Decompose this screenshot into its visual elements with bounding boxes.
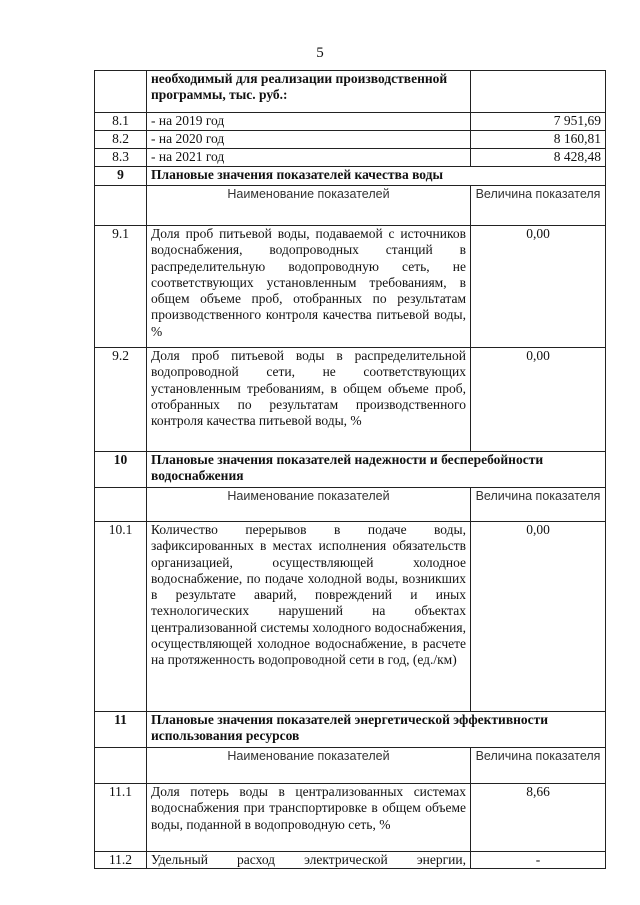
row-number-cell: 9.2 (95, 348, 147, 452)
indicator-cell: Доля потерь воды в централизованных системах водоснабжения при транспортировке в общем объеме воды, поданной в водопроводную сеть, % (147, 784, 471, 852)
section-number-cell: 10 (95, 452, 147, 488)
indicator-cell: - на 2021 год (147, 149, 471, 167)
column-header-value: Величина показателя (471, 488, 606, 522)
value-cell: 0,00 (471, 522, 606, 712)
table-row (95, 226, 606, 348)
indicator-cell: Удельный расход электрической энергии, (147, 852, 471, 869)
value-cell: 7 951,69 (471, 113, 606, 131)
section-number-cell: 9 (95, 167, 147, 186)
value-cell: 0,00 (471, 226, 606, 348)
row-number-cell: 8.3 (95, 149, 147, 167)
value-cell: 8 428,48 (471, 149, 606, 167)
row-number-cell (95, 186, 147, 226)
value-cell (471, 71, 606, 113)
indicators-table (94, 70, 606, 869)
table-row (95, 149, 606, 167)
section-title-cell: Плановые значения показателей энергетической эффективности использования ресурсов (147, 712, 606, 748)
indicator-cell: - на 2020 год (147, 131, 471, 149)
row-number-cell: 8.1 (95, 113, 147, 131)
column-header-name: Наименование показателей (147, 748, 471, 784)
table-row (95, 348, 606, 452)
row-number-cell (95, 71, 147, 113)
row-number-cell (95, 748, 147, 784)
indicator-cell: Доля проб питьевой воды в распределительной водопроводной сети, не соответствующих установленным требованиям, в общем объеме проб, отобранных по результатам производственного контроля качества питьевой воды, % (147, 348, 471, 452)
value-cell: 0,00 (471, 348, 606, 452)
indicator-cell: Доля проб питьевой воды, подаваемой с источников водоснабжения, водопроводных станций в распределительную водопроводную сеть, не соответствующих установленным требованиям, в общем объеме проб, отобранных по результатам производственного контроля качества питьевой воды, % (147, 226, 471, 348)
column-header-value: Величина показателя (471, 748, 606, 784)
section-title-cell: Плановые значения показателей качества воды (147, 167, 606, 186)
column-header-name: Наименование показателей (147, 186, 471, 226)
row-number-cell: 11.2 (95, 852, 147, 869)
header-row (95, 748, 606, 784)
table-row (95, 71, 606, 113)
row-number-cell (95, 488, 147, 522)
table-row (95, 522, 606, 712)
continued-text-cell: необходимый для реализации производственной программы, тыс. руб.: (147, 71, 471, 113)
section-row (95, 452, 606, 488)
value-cell: 8,66 (471, 784, 606, 852)
row-number-cell: 9.1 (95, 226, 147, 348)
section-title-cell: Плановые значения показателей надежности и бесперебойности водоснабжения (147, 452, 606, 488)
indicator-cell: - на 2019 год (147, 113, 471, 131)
section-row (95, 167, 606, 186)
table-row (95, 113, 606, 131)
section-number-cell: 11 (95, 712, 147, 748)
row-number-cell: 11.1 (95, 784, 147, 852)
header-row (95, 186, 606, 226)
section-row (95, 712, 606, 748)
header-row (95, 488, 606, 522)
column-header-value: Величина показателя (471, 186, 606, 226)
indicator-cell: Количество перерывов в подаче воды, зафиксированных в местах исполнения обязательств организацией, осуществляющей холодное водоснабжение, по подаче холодной воды, возникших в результате аварий, повреждений и иных технологических нарушений на объектах централизованной системы холодного водоснабжения, осуществляющей холодное водоснабжение, в расчете на протяженность водопроводной сети в год, (ед./км) (147, 522, 471, 712)
table-row (95, 131, 606, 149)
value-cell: 8 160,81 (471, 131, 606, 149)
column-header-name: Наименование показателей (147, 488, 471, 522)
row-number-cell: 10.1 (95, 522, 147, 712)
row-number-cell: 8.2 (95, 131, 147, 149)
table-row (95, 784, 606, 852)
table-row (95, 852, 606, 869)
page-number: 5 (316, 45, 324, 61)
value-cell: - (471, 852, 606, 869)
